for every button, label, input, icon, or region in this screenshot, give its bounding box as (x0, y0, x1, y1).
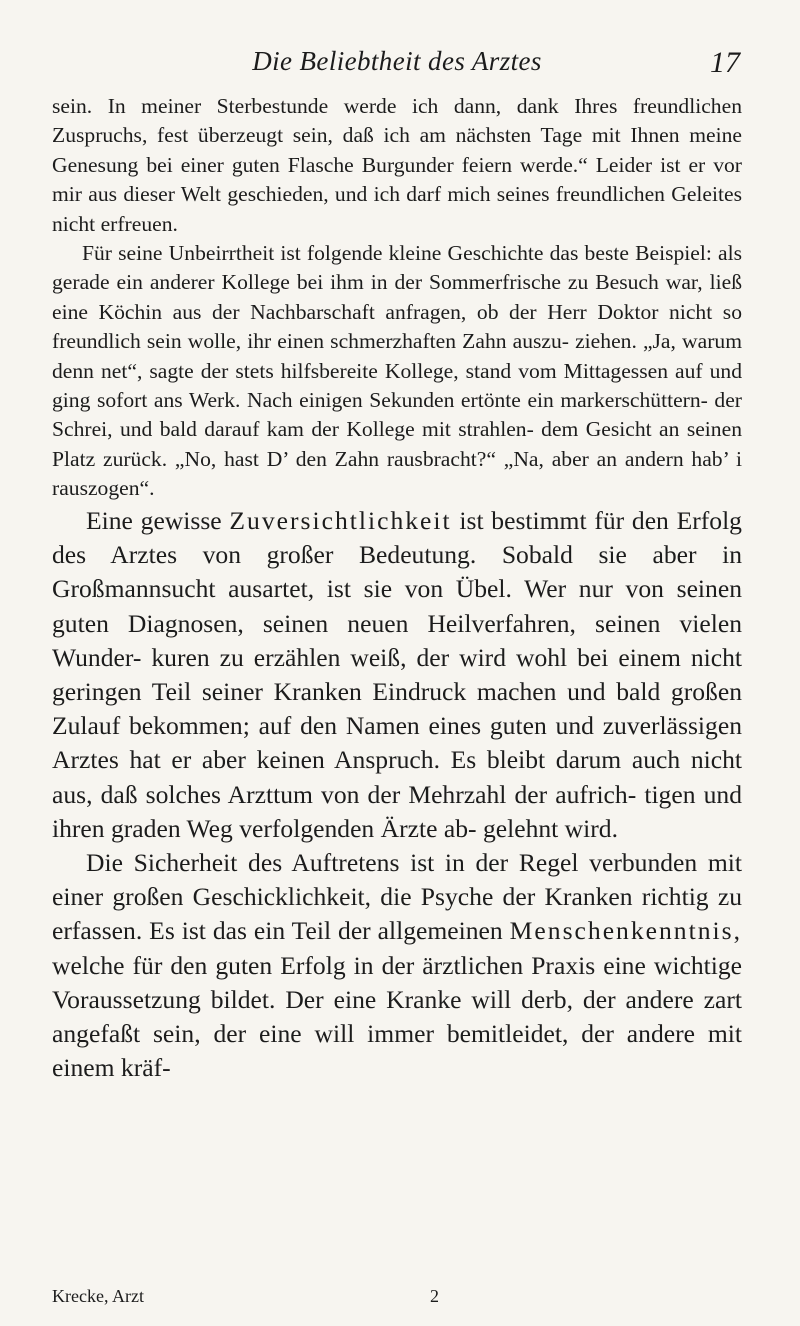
paragraph-4-lead: Die Sicherheit des Auftretens ist in der Regel verbunden mit einer großen Geschicklichkeit, die Psyche der Kranken richtig zu erfassen. Es ist das ein Teil der allgemeinen (52, 848, 742, 946)
emphasis-menschenkenntnis: Menschenkenntnis, (509, 916, 742, 946)
paragraph-3 (52, 504, 742, 846)
main-text-section (52, 504, 742, 1085)
paragraph-3-rest: ist bestimmt für den Erfolg des Arztes von großer Bedeutung. Sobald sie aber in Großmannsucht ausartet, ist sie von Übel. Wer nur von seinen guten Diagnosen, seinen neuen Heilverfahren, seinen vielen Wunder- kuren zu erzählen weiß, der wird wohl bei einem nicht geringen Teil seiner Kranken Eindruck machen und bald großen Zulauf bekommen; auf den Namen eines guten und zuverlässigen Arztes hat er aber keinen Anspruch. Es bleibt darum auch nicht aus, daß solches Arzttum von der Mehrzahl der aufrich- tigen und ihren graden Weg verfolgenden Ärzte ab- gelehnt wird. (52, 506, 742, 843)
page-header (52, 46, 742, 86)
paragraph-3-lead: Eine gewisse (86, 506, 222, 535)
paragraph-2: Für seine Unbeirrtheit ist folgende kleine Geschichte das beste Beispiel: als gerade ein anderer Kollege bei ihm in der Sommerfrische zu Besuch war, ließ eine Köchin aus der Nachbarschaft anfragen, ob der Herr Doktor nicht so freundlich sein wolle, ihr einen schmerzhaften Zahn auszu- ziehen. „Ja, warum denn net“, sagte der stets hilfsbereite Kollege, stand vom Mittagessen auf und ging sofort ans Werk. Nach einigen Sekunden ertönte ein markerschüttern- der Schrei, und bald darauf kam der Kollege mit strahlen- dem Gesicht an seinen Platz zurück. „No, hast D’ den Zahn rausbracht?“ „Na, aber an andern hab’ i rauszogen“. (52, 241, 742, 501)
emphasis-zuversichtlichkeit: Zuversichtlichkeit (229, 506, 452, 535)
running-title: Die Beliebtheit des Arztes (252, 46, 542, 76)
paragraph-4-rest: welche für den guten Erfolg in der ärztlichen Praxis eine wichtige Voraussetzung bildet. Der eine Kranke will derb, der andere zart angefaßt sein, der eine will immer bemitleidet, der andere mit einem kräf- (52, 950, 742, 1083)
paragraph-1: sein. In meiner Sterbestunde werde ich dann, dank Ihres freundlichen Zuspruchs, fest überzeugt sein, daß ich am nächsten Tage mit Ihnen meine Genesung bei einer guten Flasche Burgunder feiern werde.“ Leider ist er vor mir aus dieser Welt geschieden, und ich darf mich seines freundlichen Geleites nicht erfreuen. (52, 94, 742, 236)
small-print-section (52, 92, 742, 504)
page-number: 17 (710, 46, 740, 79)
footer-author: Krecke, Arzt (52, 1286, 144, 1306)
signature-mark: 2 (430, 1286, 439, 1306)
paragraph-4 (52, 846, 742, 1085)
